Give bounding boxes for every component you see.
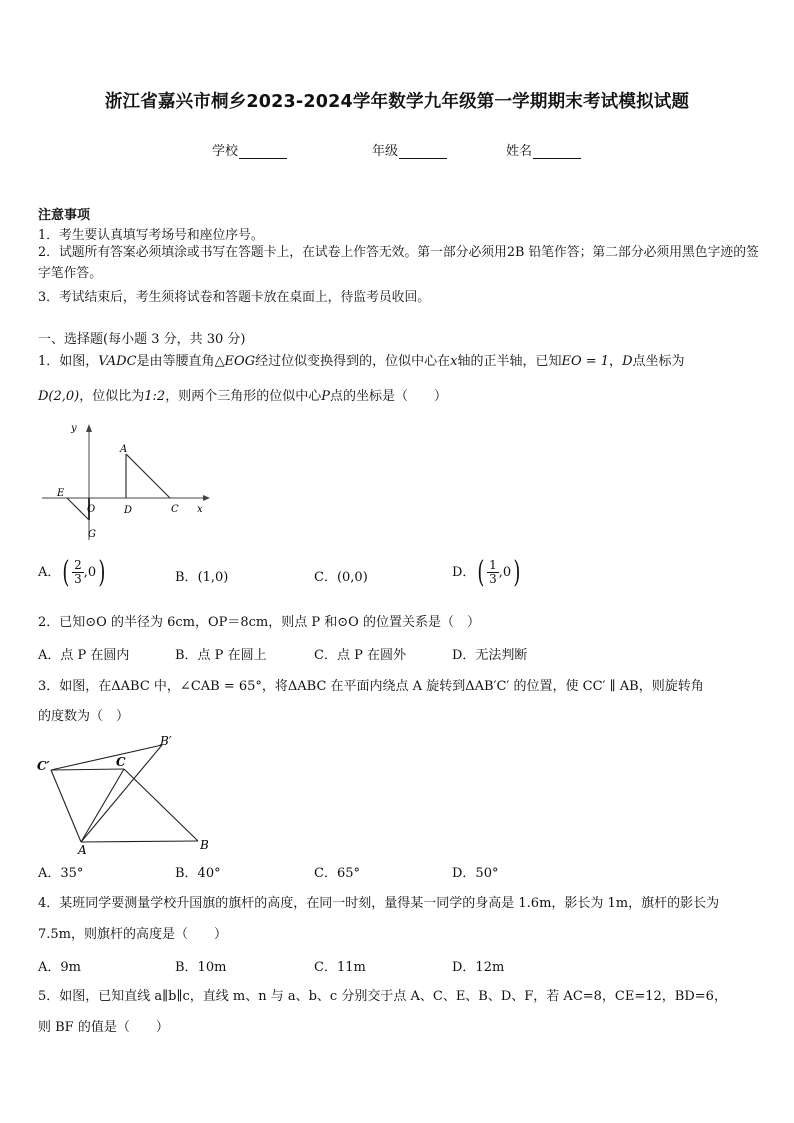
q3-line2: 的度数为（ ） bbox=[38, 709, 130, 724]
label-A: A bbox=[78, 843, 87, 856]
segment-AB bbox=[81, 841, 198, 842]
q4-line2: 7.5m，则旗杆的高度是（ ） bbox=[38, 927, 228, 942]
y-axis-arrow bbox=[86, 424, 92, 432]
q2-option-d[interactable]: D．无法判断 bbox=[452, 648, 528, 663]
label-A: A bbox=[120, 444, 128, 455]
segment-CA bbox=[81, 769, 124, 842]
school-field[interactable] bbox=[212, 140, 287, 159]
q2-option-c[interactable]: C．点 P 在圆外 bbox=[314, 648, 406, 663]
name-label: 姓名 bbox=[506, 144, 533, 159]
q1-line1: 1．如图，VADC是由等腰直角△EOG经过位似变换得到的，位似中心在x轴的正半轴，已知EO = 1，D点坐标为 bbox=[38, 354, 685, 369]
school-label: 学校 bbox=[212, 144, 239, 159]
q3-option-d[interactable]: D．50° bbox=[452, 866, 499, 881]
exam-title: 浙江省嘉兴市桐乡2023-2024学年数学九年级第一学期期末考试模拟试题 bbox=[104, 92, 690, 112]
segment-CpA bbox=[51, 770, 81, 842]
section-heading: 一、选择题(每小题 3 分，共 30 分) bbox=[38, 332, 246, 347]
segment-EG bbox=[67, 498, 89, 520]
label-B: B bbox=[200, 838, 209, 852]
note-item: 1．考生要认真填写考场号和座位序号。 bbox=[38, 228, 264, 243]
label-y: y bbox=[71, 423, 77, 434]
q5-line2: 则 BF 的值是（ ） bbox=[38, 1020, 169, 1035]
label-E: E bbox=[57, 488, 65, 499]
x-axis-arrow bbox=[203, 495, 210, 501]
q1-line2: D(2,0)，位似比为1:2，则两个三角形的位似中心P点的坐标是（ ） bbox=[38, 389, 447, 404]
q4-line1: 4．某班同学要测量学校升国旗的旗杆的高度，在同一时刻，量得某一同学的身高是 1.6m，影长为 1m，旗杆的影长为 bbox=[38, 896, 720, 911]
q4-option-d[interactable]: D．12m bbox=[452, 960, 505, 975]
segment-CB bbox=[124, 769, 198, 841]
label-D: D bbox=[124, 505, 133, 516]
q1-option-b[interactable]: B．(1,0) bbox=[175, 570, 229, 585]
q4-option-c[interactable]: C．11m bbox=[314, 960, 366, 975]
name-field[interactable] bbox=[506, 140, 581, 159]
label-Cprime: C′ bbox=[37, 759, 50, 773]
q3-option-c[interactable]: C．65° bbox=[314, 866, 360, 881]
label-O: O bbox=[87, 504, 96, 515]
grade-label: 年级 bbox=[372, 144, 399, 159]
q1-option-d[interactable]: D．( $\frac{1}{3}$ ,0) bbox=[452, 555, 521, 590]
label-Bprime: B′ bbox=[160, 734, 172, 748]
q4-option-a[interactable]: A．9m bbox=[38, 960, 81, 975]
q3-option-a[interactable]: A．35° bbox=[38, 866, 84, 881]
notes-heading: 注意事项 bbox=[38, 208, 91, 223]
segment-CpC bbox=[51, 769, 124, 770]
q3-option-b[interactable]: B．40° bbox=[175, 866, 221, 881]
note-item: 3．考试结束后，考生须将试卷和答题卡放在桌面上，待监考员收回。 bbox=[38, 290, 431, 305]
q1-figure bbox=[38, 420, 218, 545]
q3-line1: 3．如图，在ΔABC 中，∠CAB = 65°，将ΔABC 在平面内绕点 A 旋转到ΔAB′C′ 的位置，使 CC′ ∥ AB，则旋转角 bbox=[38, 679, 704, 694]
segment-CpBp bbox=[51, 745, 162, 770]
grade-field[interactable] bbox=[372, 140, 447, 159]
q2-option-b[interactable]: B．点 P 在圆上 bbox=[175, 648, 267, 663]
label-x: x bbox=[197, 504, 203, 515]
label-G: G bbox=[88, 529, 96, 540]
q4-option-b[interactable]: B．10m bbox=[175, 960, 227, 975]
q2-text: 2．已知⊙O 的半径为 6cm，OP＝8cm，则点 P 和⊙O 的位置关系是（ ） bbox=[38, 615, 480, 630]
label-C: C bbox=[171, 504, 179, 515]
q3-figure bbox=[34, 734, 224, 856]
label-C: C bbox=[116, 755, 126, 769]
q5-line1: 5．如图，已知直线 a∥b∥c，直线 m、n 与 a、b、c 分别交于点 A、C、E、B、D、F，若 AC=8，CE=12，BD=6， bbox=[38, 989, 727, 1004]
segment-AC bbox=[126, 454, 170, 498]
q1-option-a[interactable]: A．( $\frac{2}{3}$ ,0) bbox=[38, 555, 106, 590]
note-item: 2．试题所有答案必须填涂或书写在答题卡上，在试卷上作答无效。第一部分必须用2B 铅笔作答；第二部分必须用黑色字迹的签字笔作答。 bbox=[38, 245, 759, 281]
q2-option-a[interactable]: A．点 P 在圆内 bbox=[38, 648, 130, 663]
q1-option-c[interactable]: C．(0,0) bbox=[314, 570, 368, 585]
